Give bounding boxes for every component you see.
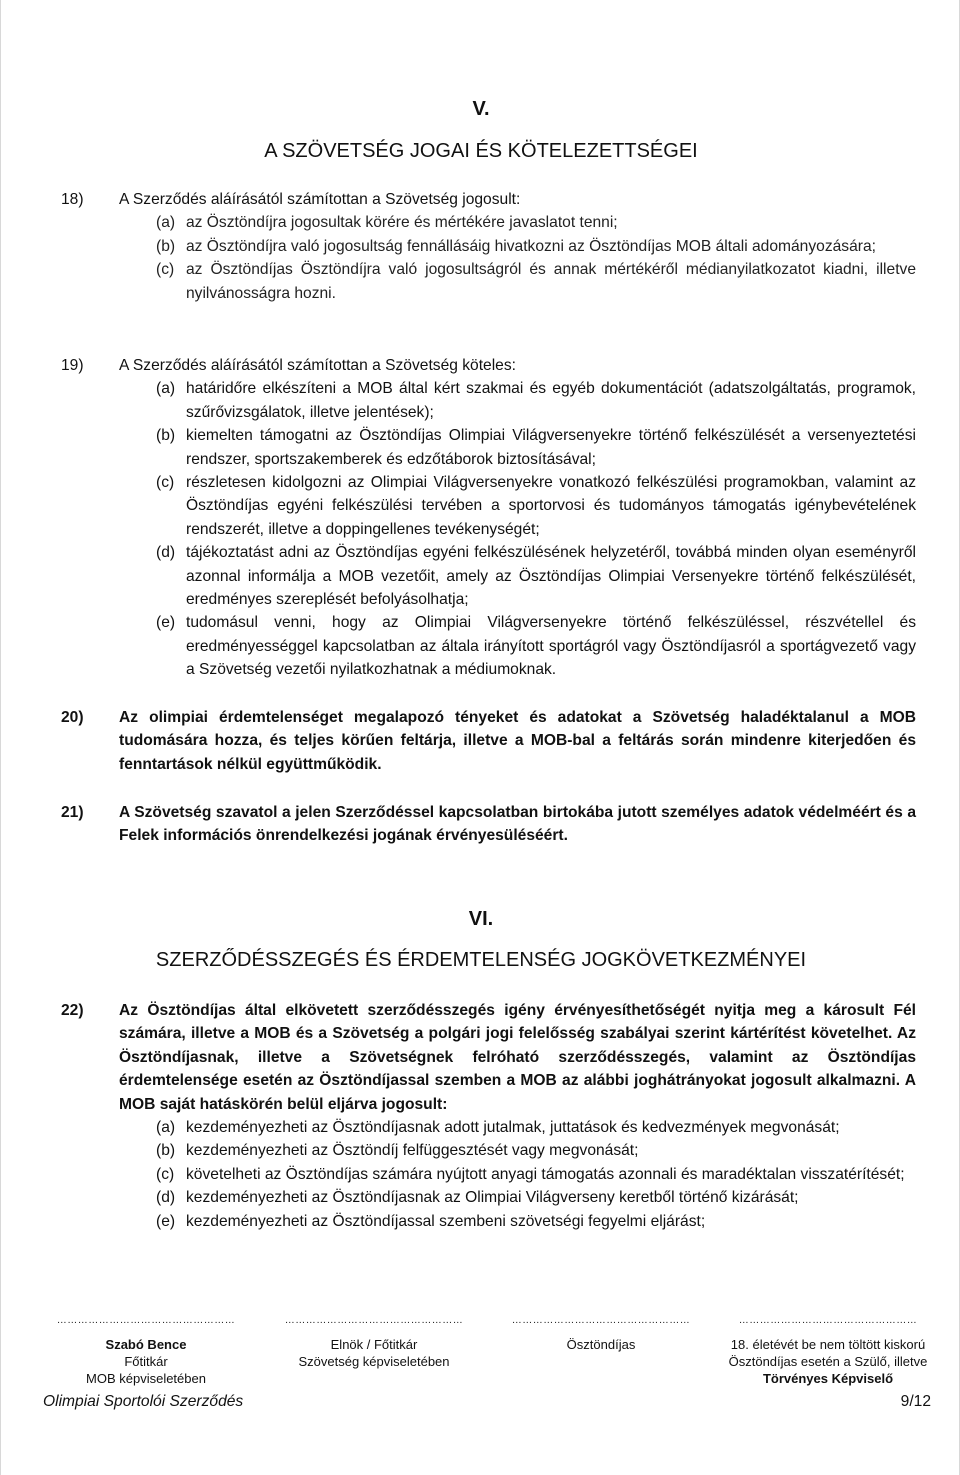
- signature-block-scholar: …………………………………………… Ösztöndíjas: [511, 1315, 691, 1352]
- list-item: (e) tudomásul venni, hogy az Olimpiai Világversenyekre történő felkészüléssel, részvétellel és eredményességgel kapcsolatban az általa irányított sportágról vagy Ösztöndíjasról a sportágvezető vagy a Szövetség vezetői nyilatkozhatnak a médiumoknak.: [156, 614, 916, 679]
- signature-block-mob: …………………………………………… Szabó Bence Főtitkár MOB képviseletében: [56, 1315, 236, 1386]
- list-item: (a) az Ösztöndíjra jogosultak körére és mértékére javaslatot tenni;: [156, 214, 618, 232]
- list-item: (a) határidőre elkészíteni a MOB által kért szakmai és egyéb dokumentációt (adatszolgáltatás, programok, szűrővizsgálatok, illetve jelentések);: [156, 380, 916, 421]
- section-intro: A Szerződés aláírásától számítottan a Szövetség köteles:: [119, 357, 516, 374]
- list-item: (d) tájékoztatást adni az Ösztöndíjas egyéni felkészülésének helyzetéről, továbbá minden olyan eseményről azonnal informálja a MOB vezetőit, amely az Ösztöndíjas Olimpiai Versenyekre történő felkészülését, eredményes szereplését befolyásolhatja;: [156, 544, 916, 609]
- section-22: [61, 999, 916, 1233]
- signature-area: [1, 1315, 960, 1393]
- section-number: 20): [61, 709, 84, 726]
- list-item: (c) követelheti az Ösztöndíjas számára nyújtott anyagi támogatás azonnali és maradéktalan visszatérítését;: [156, 1165, 905, 1183]
- list-item: (c) részletesen kidolgozni az Olimpiai Világversenyekre vonatkozó felkészülési programokban, valamint az Ösztöndíjas egyéni felkészülési tervében a sportorvosi és tudományos támogatás igénybevételének rendszerét, illetve a doppingellenes tevékenységét;: [156, 474, 916, 538]
- section-19: [61, 354, 916, 682]
- list-item: (e) kezdeményezheti az Ösztöndíjassal szembeni szövetségi fegyelmi eljárást;: [156, 1212, 706, 1230]
- list-item: (a) kezdeményezheti az Ösztöndíjasnak adott jutalmak, juttatások és kedvezmények megvonását;: [156, 1119, 840, 1137]
- section-20: [61, 706, 916, 776]
- signature-block-guardian: …………………………………………… 18. életévét be nem töltött kiskorú Ösztöndíjas esetén a Szülő, illetve Törvényes Képviselő: [728, 1315, 928, 1386]
- chapter-number: V.: [472, 98, 490, 120]
- section-number: 18): [61, 191, 84, 208]
- section-number: 19): [61, 357, 84, 374]
- chapter-title: A SZÖVETSÉG JOGAI ÉS KÖTELEZETTSÉGEI: [264, 140, 698, 162]
- page-number: 9/12: [900, 1393, 931, 1410]
- section-intro: Az Ösztöndíjas által elkövetett szerződésszegés igény érvényesíthetőségét nyitja meg a károsult Fél számára, illetve a MOB és a Szövetség a polgári jogi felelősség szabályai szerint kártérítést követelhet. Az Ösztöndíjasnak, illetve a Szövetségnek felróható szerződésszegés, valamint az Ösztöndíjas érdemtelensége esetén az Ösztöndíjassal szemben a MOB az alábbi joghátrányokat jogosult alkalmazni. A MOB saját hatáskörén belül eljárva jogosult:: [119, 1002, 916, 1113]
- section-number: 21): [61, 804, 84, 821]
- chapter-number: VI.: [468, 908, 494, 930]
- section-text: A Szövetség szavatol a jelen Szerződéssel kapcsolatban birtokába jutott személyes adatok védelméért és a Felek információs önrendelkezési jogának érvényesüléséért.: [119, 804, 916, 845]
- list-item: (d) kezdeményezheti az Ösztöndíjasnak az Olimpiai Világverseny keretből történő kizárását;: [156, 1189, 799, 1207]
- section-number: 22): [61, 1002, 84, 1019]
- section-21: [61, 801, 916, 848]
- signature-block-federation: …………………………………………… Elnök / Főtitkár Szövetség képviseletében: [284, 1315, 464, 1369]
- section-18: [61, 188, 916, 305]
- section-intro: A Szerződés aláírásától számítottan a Szövetség jogosult:: [119, 191, 521, 208]
- list-item: (b) az Ösztöndíjra való jogosultság fennállásáig hivatkozni az Ösztöndíjas MOB általi adományozására;: [156, 237, 876, 255]
- footer-title: Olimpiai Sportolói Szerződés: [43, 1393, 244, 1410]
- section-text: Az olimpiai érdemtelenséget megalapozó tényeket és adatokat a Szövetség haladéktalanul a MOB tudomására hozza, és teljes körűen feltárja, illetve a MOB-bal a feltárás során mindenre kiterjedően és fenntartások nélkül együttműködik.: [119, 709, 916, 773]
- chapter-title: SZERZŐDÉSSZEGÉS ÉS ÉRDEMTELENSÉG JOGKÖVETKEZMÉNYEI: [155, 949, 807, 971]
- list-item: (c) az Ösztöndíjas Ösztöndíjra való jogosultságról és annak mértékéről médianyilatkozatot kiadni, illetve nyilvánosságra hozni.: [156, 261, 916, 302]
- list-item: (b) kiemelten támogatni az Ösztöndíjas Olimpiai Világversenyekre történő felkészülését a versenyeztetési rendszer, sportszakemberek és edzőtáborok biztosításával;: [156, 427, 916, 468]
- list-item: (b) kezdeményezheti az Ösztöndíj felfüggesztését vagy megvonását;: [156, 1142, 639, 1160]
